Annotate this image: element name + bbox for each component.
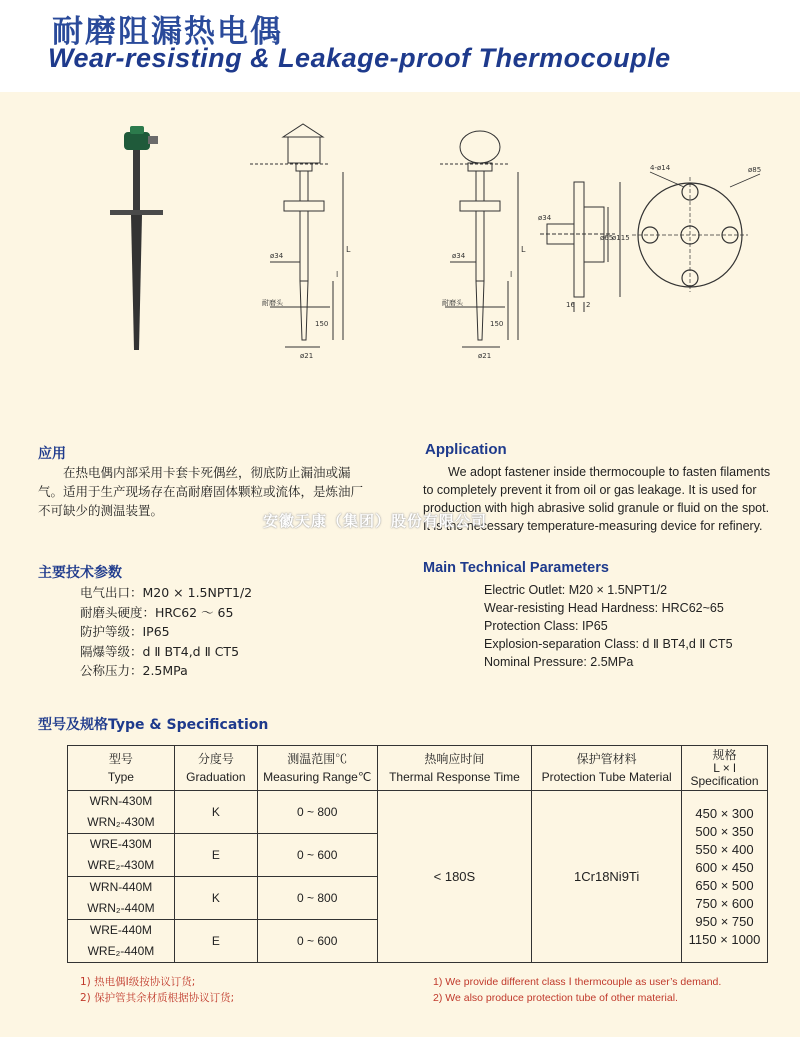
note-cn-1: 1) 热电偶Ⅰ级按协议订货;	[80, 976, 196, 988]
table-row	[68, 791, 768, 834]
page-title-en: Wear-resisting & Leakage-proof Thermocouple	[48, 43, 671, 73]
spec-header-row	[68, 746, 768, 791]
application-title-en: Application	[425, 441, 507, 458]
param-cn-5: 公称压力：2.5MPa	[80, 663, 188, 678]
label-d34-flange: ø34	[538, 214, 552, 222]
response-cell: < 180S	[377, 791, 532, 963]
params-title-en: Main Technical Parameters	[423, 560, 609, 576]
size-item: 600 × 450	[695, 859, 754, 875]
label-d34-2: ø34	[452, 252, 466, 260]
label-d34-1: ø34	[270, 252, 284, 260]
application-en-line-3: production with high abrasive solid granule or fluid on the spot.	[423, 501, 770, 515]
col-graduation: 分度号 Graduation	[174, 746, 257, 791]
spec-table	[67, 745, 768, 963]
label-d21-1: ø21	[300, 352, 314, 360]
label-holes: 4-ø14	[650, 164, 671, 172]
company-watermark: 安徽天康（集团）股份有限公司	[263, 512, 488, 530]
label-L-2: L	[521, 245, 526, 254]
thermocouple-photo	[110, 126, 163, 350]
label-L-1: L	[346, 245, 351, 254]
range-cell: 0 ~ 800	[257, 791, 377, 834]
application-en-line-1: We adopt fastener inside thermocouple to fasten filaments	[448, 465, 771, 479]
page-title-cn: 耐磨阻漏热电偶	[52, 14, 283, 50]
label-d115: ø115	[612, 234, 630, 242]
param-en-1: Electric Outlet: M20 × 1.5NPT1/2	[484, 583, 668, 597]
label-d21-2: ø21	[478, 352, 492, 360]
params-title-cn: 主要技术参数	[38, 565, 122, 581]
size-item: 550 × 400	[695, 841, 754, 857]
notes-cn	[80, 974, 234, 1006]
range-cell: 0 ~ 800	[257, 877, 377, 920]
label-wear-head-2: 耐磨头	[442, 299, 463, 307]
size-item: 950 × 750	[695, 913, 754, 929]
note-en-1: 1) We provide different class Ⅰ thermcouple as user’s demand.	[433, 976, 722, 988]
graduation-cell: E	[174, 920, 257, 963]
size-item: 500 × 350	[695, 823, 754, 839]
param-cn-1: 电气出口：M20 × 1.5NPT1/2	[80, 585, 253, 600]
application-en-line-4: It is the necessary temperature-measuring device for refinery.	[423, 519, 763, 533]
size-item: 1150 × 1000	[688, 931, 761, 947]
param-en-5: Nominal Pressure: 2.5MPa	[484, 655, 634, 669]
type-cell: WRE-430M WRE₂-430M	[68, 834, 175, 877]
range-cell: 0 ~ 600	[257, 834, 377, 877]
label-150-1: 150	[315, 320, 329, 328]
range-cell: 0 ~ 600	[257, 920, 377, 963]
spec-title: 型号及规格Type & Specification	[38, 717, 269, 733]
graduation-cell: E	[174, 834, 257, 877]
param-en-3: Protection Class: IP65	[484, 619, 608, 633]
param-cn-4: 隔爆等级：d Ⅱ BT4,d Ⅱ CT5	[80, 643, 240, 659]
size-item: 750 × 600	[695, 895, 754, 911]
graduation-cell: K	[174, 877, 257, 920]
drawing-flange-front	[632, 172, 760, 292]
col-material: 保护管材料 Protection Tube Material	[532, 746, 682, 791]
label-d85: ø85	[748, 166, 762, 174]
label-2: 2	[586, 301, 591, 309]
material-cell: 1Cr18Ni9Ti	[532, 791, 682, 963]
application-en-line-2: to completely prevent it from oil or gas leakage. It is used for	[423, 483, 757, 497]
note-en-2: 2) We also produce protection tube of other material.	[433, 992, 678, 1004]
drawing-flange-side	[540, 182, 620, 312]
drawing-side-view-2	[440, 131, 518, 347]
application-cn-line-2: 气。适用于生产现场存在高耐磨固体颗粒或流体，是炼油厂	[38, 484, 364, 499]
col-range: 测温范围℃ Measuring Range℃	[257, 746, 377, 791]
label-d65: ø65	[600, 234, 614, 242]
params-list-en	[484, 581, 733, 671]
note-cn-2: 2) 保护管其余材质根据协议订货;	[80, 992, 235, 1004]
label-150-2: 150	[490, 320, 504, 328]
size-item: 650 × 500	[695, 877, 754, 893]
param-cn-2: 耐磨头硬度：HRC62 ～ 65	[80, 604, 234, 620]
drawing-side-view-1	[250, 124, 343, 347]
params-list-cn	[80, 583, 252, 681]
type-cell: WRE-440M WRE₂-440M	[68, 920, 175, 963]
type-cell: WRN-430M WRN₂-430M	[68, 791, 175, 834]
application-cn-line-3: 不可缺少的测温装置。	[38, 503, 164, 518]
application-title-cn: 应用	[38, 446, 66, 462]
col-spec: 规格 L × l Specification	[682, 746, 768, 791]
technical-drawings	[0, 112, 800, 362]
param-cn-3: 防护等级：IP65	[80, 624, 170, 639]
header	[0, 0, 800, 92]
notes-en	[433, 974, 721, 1006]
col-response: 热响应时间 Thermal Response Time	[377, 746, 532, 791]
size-item: 450 × 300	[695, 805, 754, 821]
col-type: 型号 Type	[68, 746, 175, 791]
label-wear-head-1: 耐磨头	[262, 299, 283, 307]
label-16: 16	[566, 301, 575, 309]
application-cn-line-1: 在热电偶内部采用卡套卡死偶丝，彻底防止漏油或漏	[63, 465, 351, 480]
param-en-4: Explosion-separation Class: d Ⅱ BT4,d Ⅱ CT5	[484, 637, 733, 651]
graduation-cell: K	[174, 791, 257, 834]
sizes-cell	[682, 791, 768, 963]
label-l-2: l	[510, 270, 513, 279]
param-en-2: Wear-resisting Head Hardness: HRC62~65	[484, 601, 724, 615]
label-l-1: l	[336, 270, 339, 279]
type-cell: WRN-440M WRN₂-440M	[68, 877, 175, 920]
